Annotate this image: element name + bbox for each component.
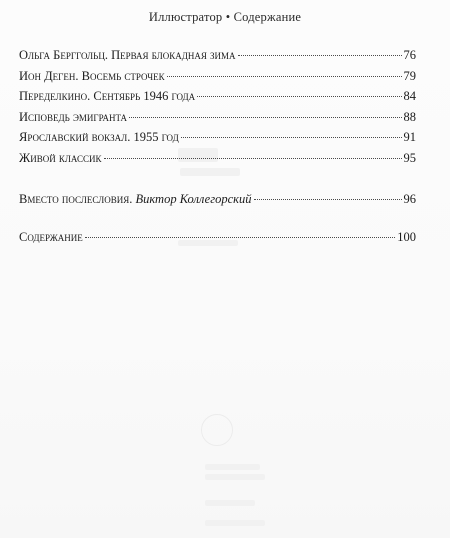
toc-entry: [19, 107, 416, 128]
dot-leader: [85, 237, 395, 238]
toc-spacer: [19, 169, 416, 189]
toc-entry: [19, 66, 416, 87]
afterword-title: Вместо послесловия.: [19, 191, 136, 206]
toc-entry: [19, 86, 416, 107]
dot-leader: [181, 137, 402, 138]
toc-spacer: [19, 209, 416, 227]
show-through-mark: [205, 500, 255, 506]
toc-entry-title: Содержание: [19, 230, 83, 245]
toc-entry-page: 88: [403, 109, 416, 124]
dot-leader: [167, 76, 402, 77]
show-through-mark: [205, 464, 260, 470]
toc-entry-contents: [19, 227, 416, 248]
show-through-mark: [205, 520, 265, 526]
toc-entry-page: 95: [403, 150, 416, 165]
table-of-contents: [19, 45, 416, 248]
afterword-author: Виктор Коллегорский: [135, 191, 252, 206]
toc-entry: [19, 148, 416, 169]
toc-entry-title: Переделкино. Сентябрь 1946 года: [19, 89, 196, 104]
toc-entry-title: Ярославский вокзал. 1955 год: [19, 130, 179, 145]
toc-entry-title: [19, 189, 252, 210]
show-through-emblem: [201, 414, 233, 446]
dot-leader: [129, 117, 401, 118]
toc-entry-title: Ион Деген. Восемь строчек: [19, 68, 165, 83]
dot-leader: [238, 55, 402, 56]
toc-entry-page: 100: [397, 230, 416, 245]
toc-entry-afterword: [19, 189, 416, 210]
toc-entry: [19, 127, 416, 148]
dot-leader: [197, 96, 401, 97]
dot-leader: [254, 199, 402, 200]
show-through-mark: [205, 474, 265, 480]
toc-entry-page: 84: [403, 89, 416, 104]
toc-entry-page: 91: [403, 130, 416, 145]
toc-entry: [19, 45, 416, 66]
toc-entry-page: 96: [403, 191, 416, 206]
toc-entry-page: 79: [403, 68, 416, 83]
dot-leader: [104, 158, 402, 159]
toc-entry-title: Живой классик: [19, 150, 102, 165]
toc-entry-title: Ольга Берггольц. Первая блокадная зима: [19, 48, 236, 62]
toc-entry-page: 76: [403, 48, 416, 62]
toc-entry-title: Исповедь эмигранта: [19, 109, 128, 124]
running-head: Иллюстратор • Содержание: [148, 10, 302, 24]
